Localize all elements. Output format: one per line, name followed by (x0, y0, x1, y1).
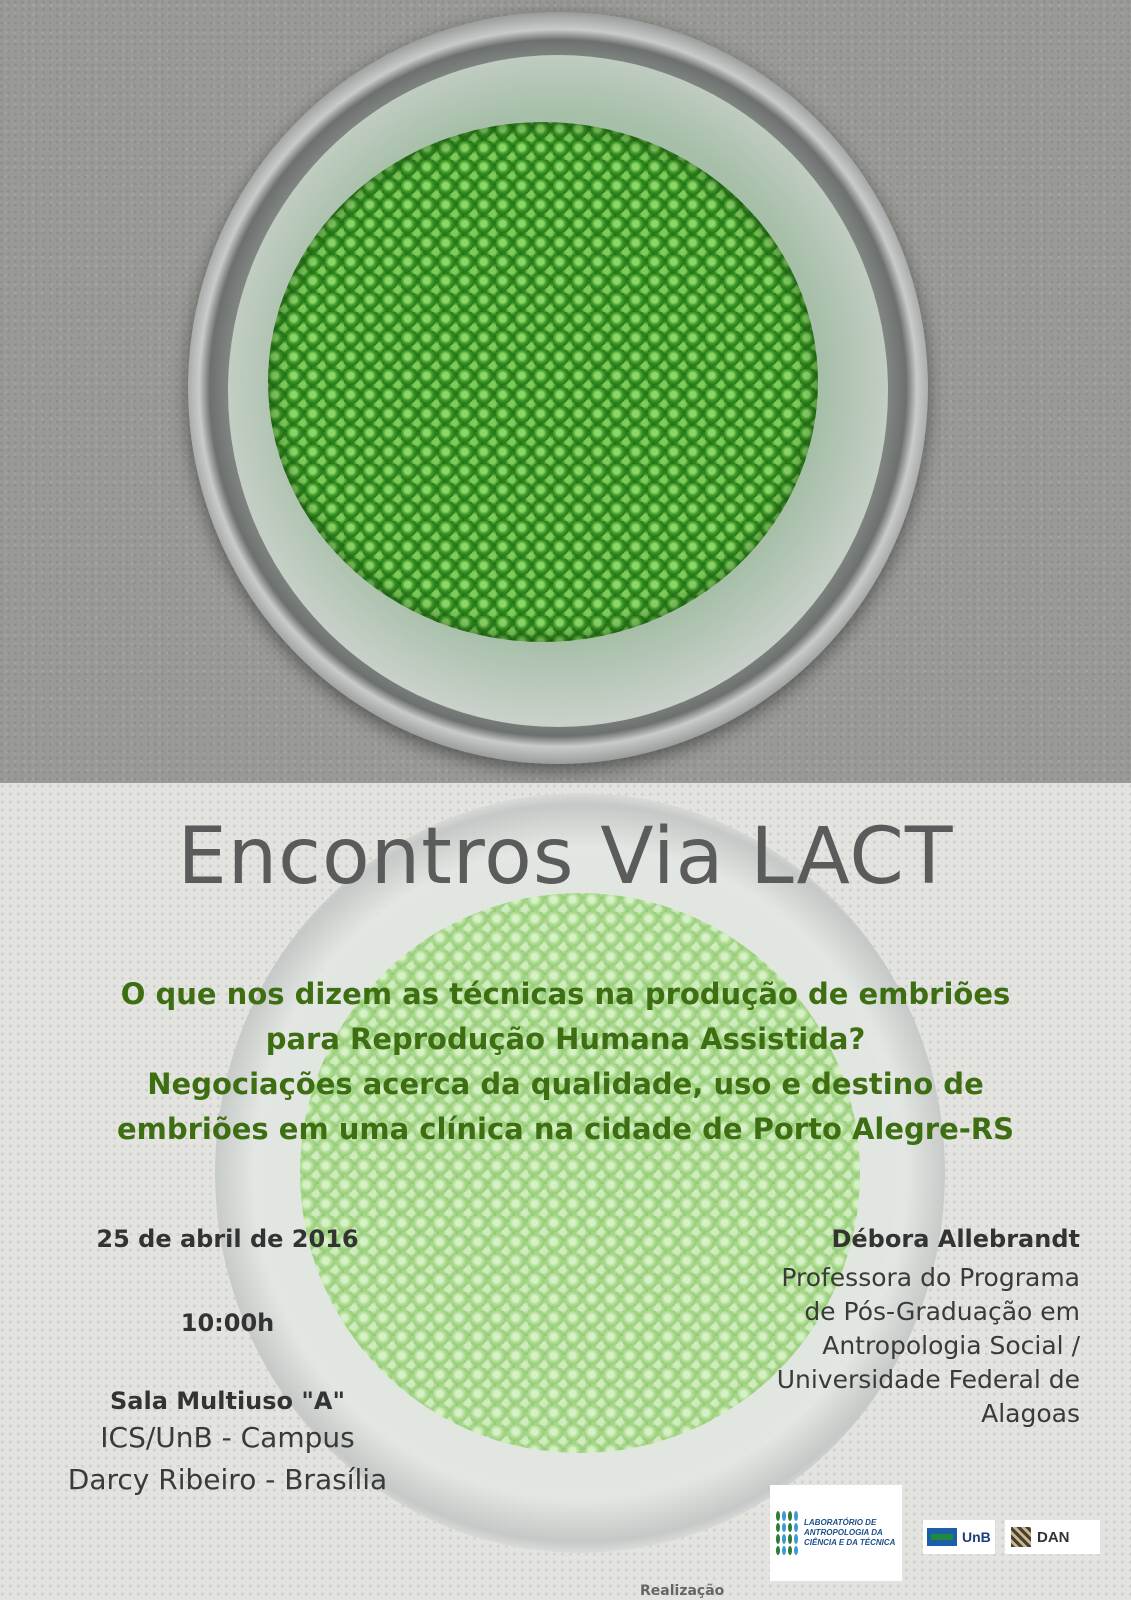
speaker-affiliation-line: Professora do Programa (781, 1263, 1080, 1292)
lact-network-icon (776, 1511, 798, 1555)
event-date: 25 de abril de 2016 (96, 1225, 359, 1253)
speaker-affiliation-line: de Pós-Graduação em (804, 1297, 1080, 1326)
unb-logo-text: UnB (962, 1529, 991, 1545)
event-room: Sala Multiuso "A" (110, 1387, 345, 1415)
speaker-affiliation-line: Alagoas (981, 1399, 1080, 1428)
realizacao-label: Realização (640, 1583, 725, 1599)
event-details (30, 1225, 425, 1499)
speaker-affiliation-line: Antropologia Social / (822, 1331, 1080, 1360)
peas-bowl-photo (0, 0, 1131, 783)
talk-title-line: para Reprodução Humana Assistida? (265, 1022, 866, 1056)
dan-logo-text: DAN (1037, 1528, 1070, 1546)
speaker-affiliation-line: Universidade Federal de (776, 1365, 1080, 1394)
talk-title-line: embriões em uma clínica na cidade de Porto Alegre-RS (116, 1112, 1015, 1146)
talk-title (40, 972, 1091, 1152)
talk-title-line: Negociações acerca da qualidade, uso e destino de (147, 1067, 984, 1101)
dan-logo (1005, 1520, 1100, 1554)
event-time: 10:00h (180, 1309, 275, 1337)
dan-pattern-icon (1011, 1527, 1031, 1547)
event-address-line: Darcy Ribeiro - Brasília (67, 1463, 388, 1496)
speaker-name: Débora Allebrandt (831, 1225, 1080, 1253)
unb-flag-icon (927, 1528, 957, 1546)
green-peas (268, 122, 818, 642)
event-address-line: ICS/UnB - Campus (100, 1421, 355, 1454)
speaker-details (690, 1225, 1080, 1431)
lact-logo (770, 1485, 902, 1581)
lact-logo-text: LABORATÓRIO DE ANTROPOLOGIA DA CIÊNCIA E DA TÉCNICA (804, 1518, 896, 1547)
talk-title-line: O que nos dizem as técnicas na produção de embriões (120, 977, 1011, 1011)
poster-title: Encontros Via LACT (177, 812, 954, 902)
unb-logo (923, 1520, 995, 1554)
